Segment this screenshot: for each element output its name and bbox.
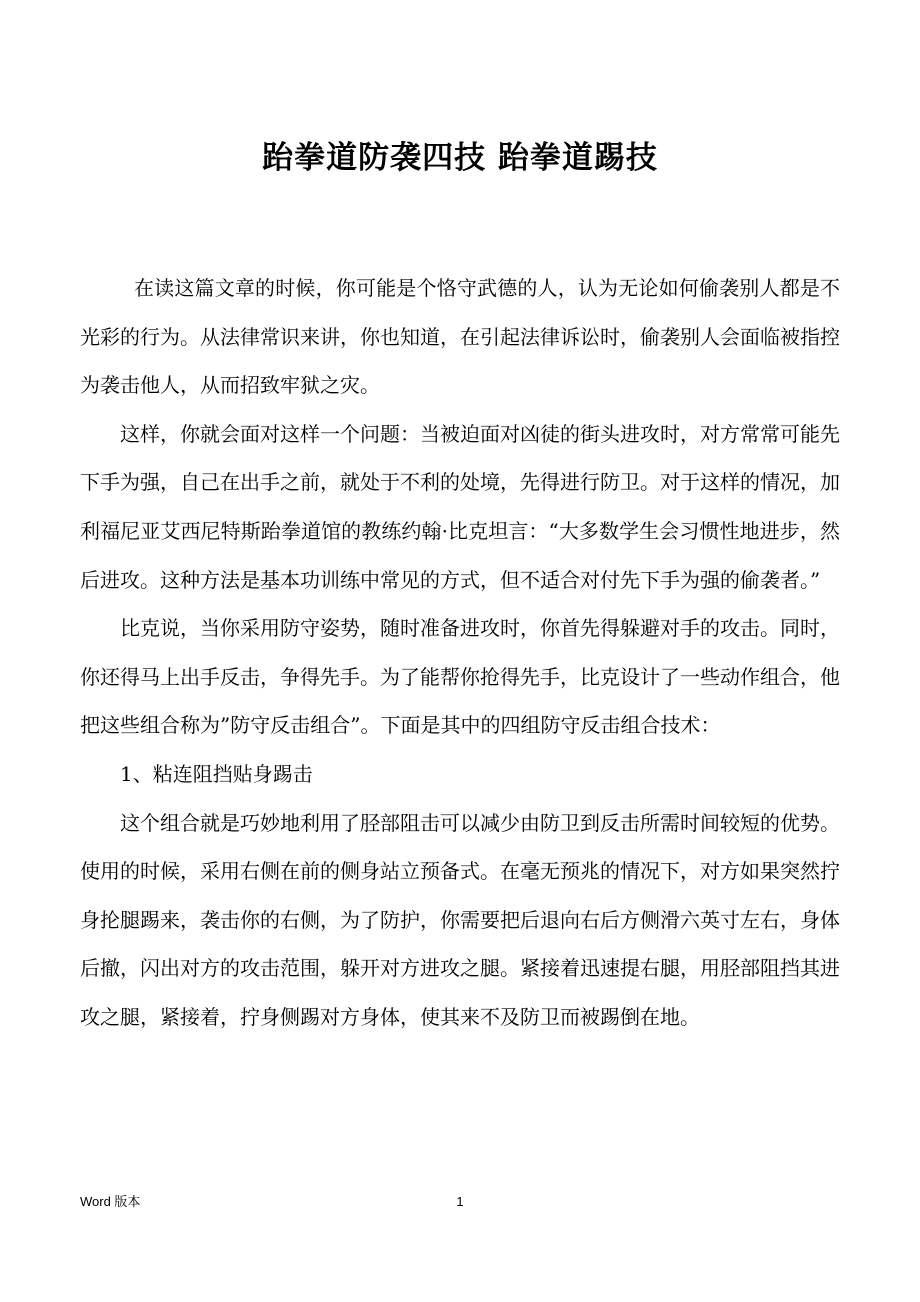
paragraph-problem: 这样，你就会面对这样一个问题：当被迫面对凶徒的街头进攻时，对方常常可能先下手为强，自己在出手之前，就处于不利的处境，先得进行防卫。对于这样的情况，加利福尼亚艾西尼特斯跆拳道馆的教练约翰·比克坦言：“大多数学生会习惯性地进步，然后进攻。这种方法是基本功训练中常见的方式，但不适合对付先下手为强的偷袭者。” [80,421,840,592]
paragraph-technique-1: 这个组合就是巧妙地利用了胫部阻击可以减少由防卫到反击所需时间较短的优势。使用的时候，采用右侧在前的侧身站立预备式。在毫无预兆的情况下，对方如果突然拧身抡腿踢来，袭击你的右侧，为了防护，你需要把后退向右后方侧滑六英寸左右，身体后撤，闪出对方的攻击范围，躲开对方进攻之腿。紧接着迅速提右腿，用胫部阻挡其进攻之腿，紧接着，拧身侧踢对方身体，使其来不及防卫而被踢倒在地。 [80,810,840,1029]
paragraph-bick-advice: 比克说，当你采用防守姿势，随时准备进攻时，你首先得躲避对手的攻击。同时，你还得马上出手反击，争得先手。为了能帮你抢得先手，比克设计了一些动作组合，他把这些组合称为”防守反击组合”。下面是其中的四组防守反击组合技术： [80,616,840,738]
document-body [80,264,840,1042]
document-title: 跆拳道防袭四技 跆拳道踢技 [262,140,658,176]
footer-page-number: 1 [456,1194,464,1209]
section-heading-1: 1、粘连阻挡贴身踢击 [120,761,313,786]
footer-version-label: Word 版本 [80,1194,141,1209]
paragraph-intro: 在读这篇文章的时候，你可能是个恪守武德的人，认为无论如何偷袭别人都是不光彩的行为。从法律常识来讲，你也知道，在引起法律诉讼时，偷袭别人会面临被指控为袭击他人，从而招致牢狱之灾。 [80,276,840,398]
